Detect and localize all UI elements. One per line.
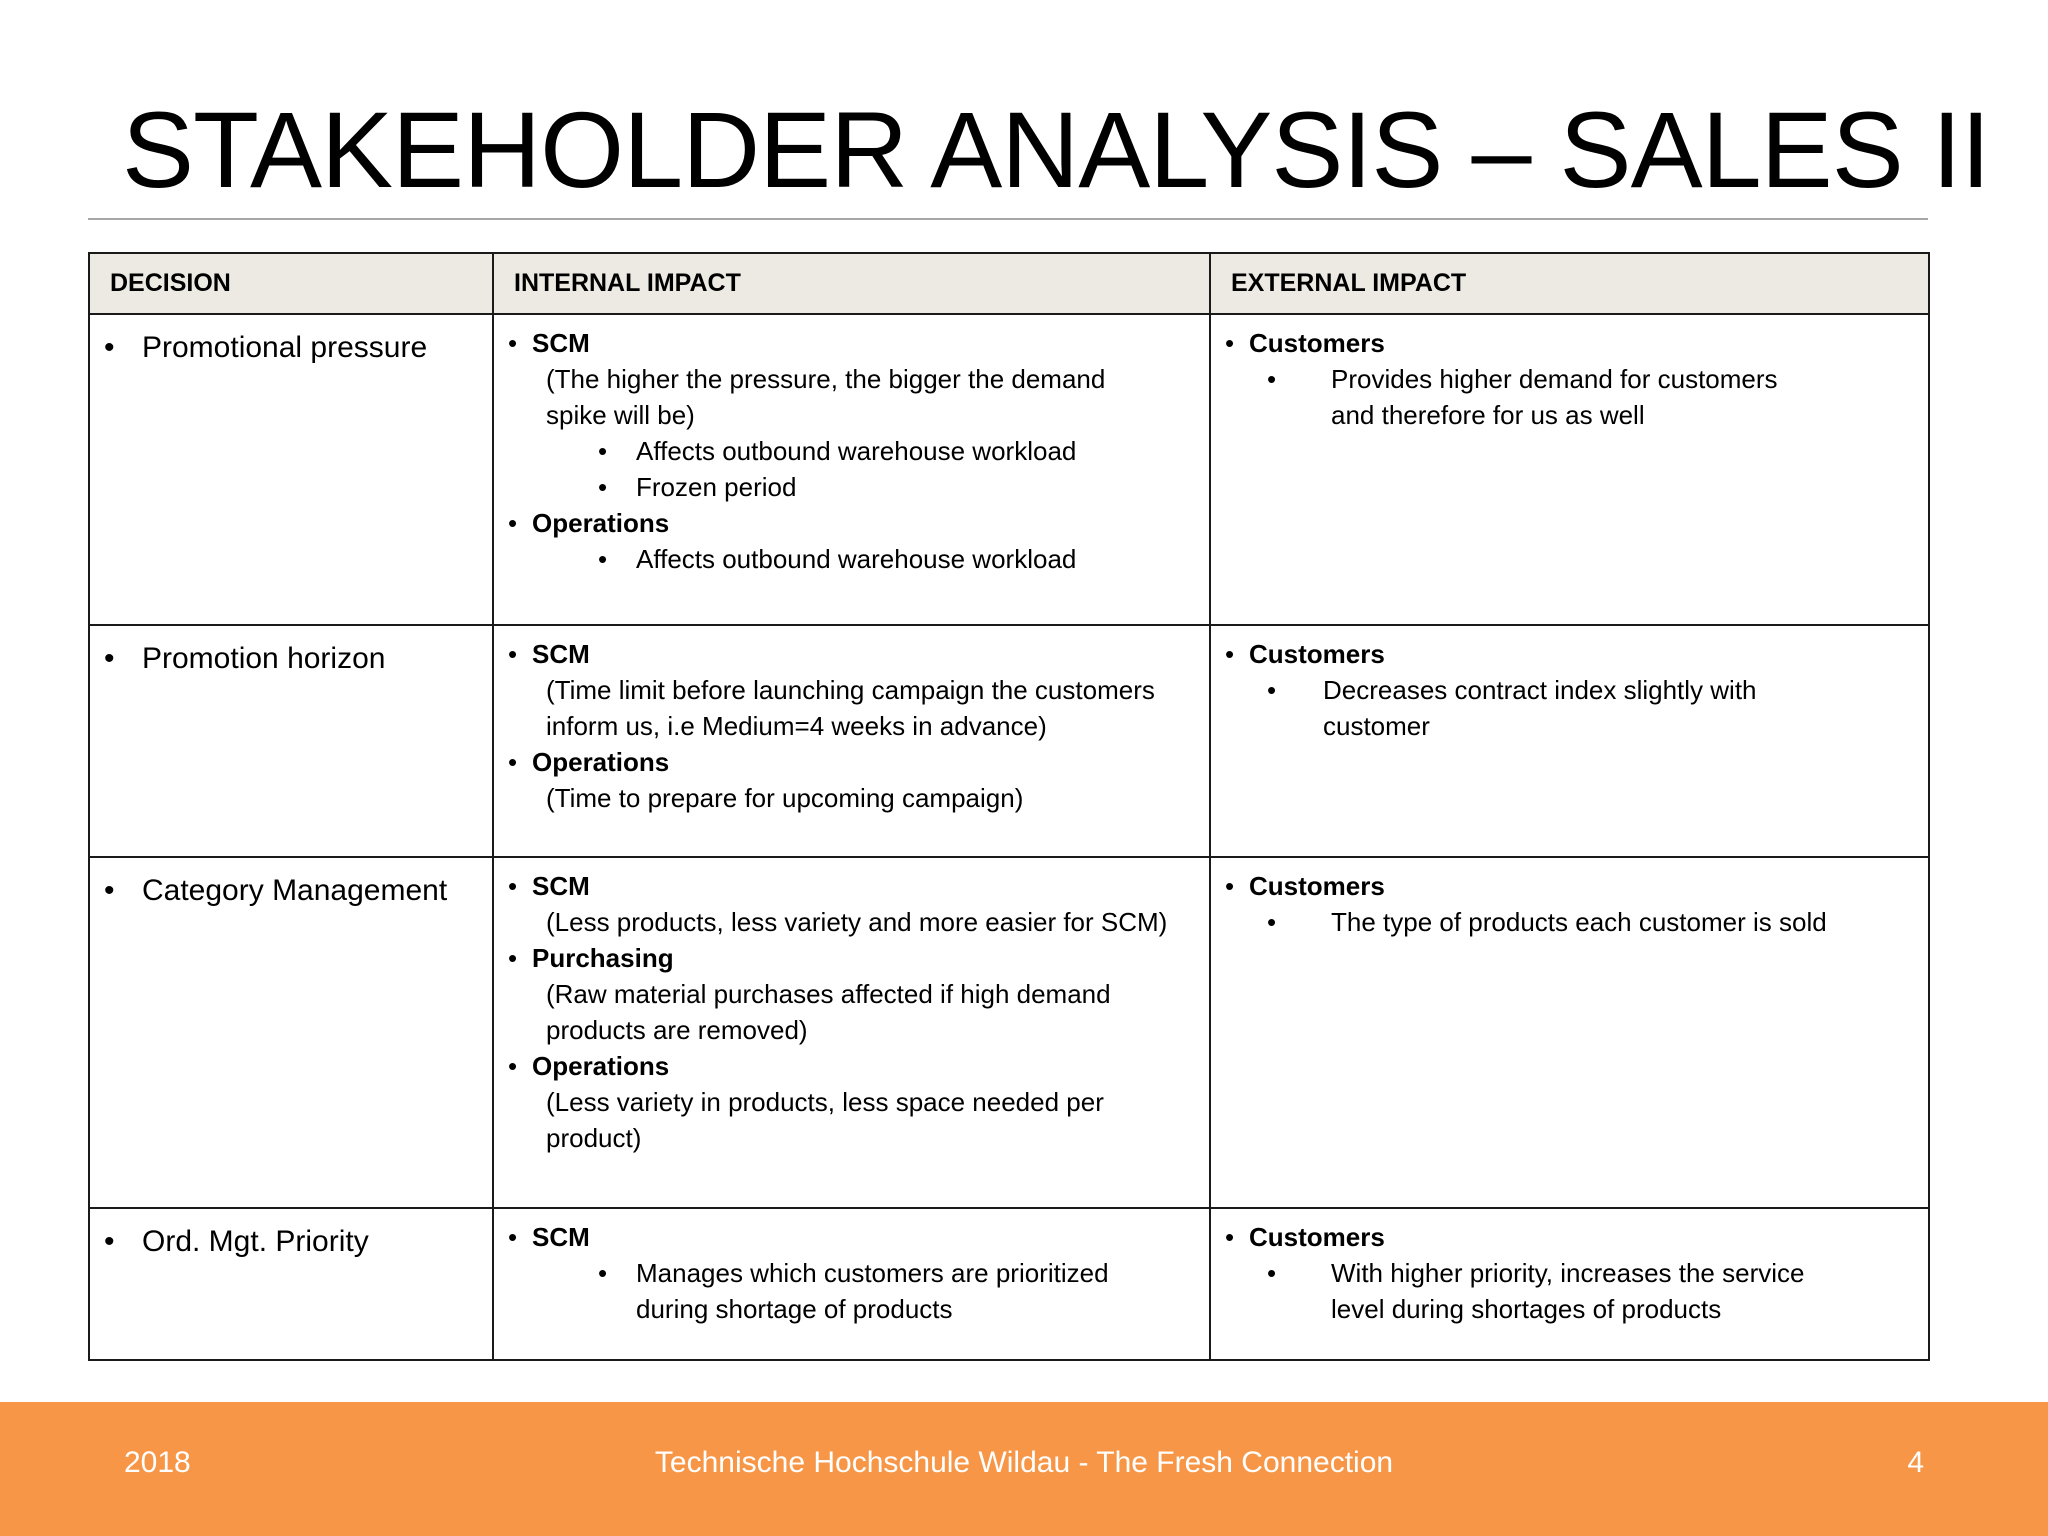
impact-note: (Raw material purchases affected if high demand: [546, 979, 1111, 1009]
bullet-icon: •: [104, 874, 115, 907]
internal-impact-cell: [493, 1208, 1210, 1360]
sub-item: The type of products each customer is sold: [1331, 907, 1827, 937]
sub-item: Provides higher demand for customers and therefore for us as well: [1331, 364, 1778, 430]
internal-impact-cell: [493, 314, 1210, 625]
header-external-impact: EXTERNAL IMPACT: [1210, 253, 1929, 314]
table-row: [89, 314, 1929, 625]
external-impact-cell: [1210, 857, 1929, 1208]
bullet-icon: •: [508, 871, 518, 901]
external-impact-cell: [1210, 314, 1929, 625]
bullet-icon: •: [1225, 1222, 1235, 1252]
decision-text: Promotion horizon: [142, 642, 386, 675]
header-decision: DECISION: [89, 253, 493, 314]
decision-cell: [89, 625, 493, 857]
bullet-icon: •: [1225, 639, 1235, 669]
table-row: [89, 1208, 1929, 1360]
footer-center-text: Technische Hochschule Wildau - The Fresh Connection: [654, 1446, 1394, 1479]
bullet-icon: •: [598, 544, 608, 574]
stakeholder-label: SCM: [532, 328, 590, 358]
impact-note: (Time to prepare for upcoming campaign): [546, 783, 1024, 813]
internal-impact-cell: [493, 625, 1210, 857]
sub-item: Affects outbound warehouse workload: [636, 544, 1077, 574]
impact-note: products are removed): [546, 1015, 808, 1045]
bullet-icon: •: [598, 436, 608, 466]
stakeholder-table: [88, 252, 1930, 1361]
stakeholder-label: Customers: [1249, 1222, 1385, 1252]
external-impact-cell: [1210, 1208, 1929, 1360]
internal-impact-cell: [493, 857, 1210, 1208]
bullet-icon: •: [104, 1225, 115, 1258]
impact-note: product): [546, 1123, 642, 1153]
decision-cell: [89, 1208, 493, 1360]
decision-cell: [89, 314, 493, 625]
title-divider: [88, 218, 1928, 220]
bullet-icon: •: [508, 747, 518, 777]
stakeholder-label: Operations: [532, 1051, 670, 1081]
impact-note: spike will be): [546, 400, 695, 430]
bullet-icon: •: [508, 1222, 518, 1252]
sub-item: Frozen period: [636, 472, 797, 502]
impact-note: (The higher the pressure, the bigger the demand: [546, 364, 1106, 394]
stakeholder-label: Operations: [532, 747, 670, 777]
impact-note: (Time limit before launching campaign the customers: [546, 675, 1155, 705]
impact-note: (Less variety in products, less space needed per: [546, 1087, 1104, 1117]
bullet-icon: •: [1267, 364, 1277, 394]
external-impact-cell: [1210, 625, 1929, 857]
sub-item: Decreases contract index slightly with customer: [1323, 675, 1757, 741]
stakeholder-label: SCM: [532, 871, 590, 901]
bullet-icon: •: [598, 472, 608, 502]
impact-note: (Less products, less variety and more easier for SCM): [546, 907, 1168, 937]
footer-year: 2018: [124, 1446, 191, 1479]
footer-bar: [0, 1402, 2048, 1536]
bullet-icon: •: [1267, 675, 1277, 705]
header-internal-impact: INTERNAL IMPACT: [493, 253, 1210, 314]
bullet-icon: •: [508, 943, 518, 973]
bullet-icon: •: [508, 508, 518, 538]
bullet-icon: •: [508, 328, 518, 358]
sub-item: Manages which customers are prioritized during shortage of products: [636, 1258, 1109, 1324]
stakeholder-label: Purchasing: [532, 943, 674, 973]
bullet-icon: •: [1267, 907, 1277, 937]
stakeholder-label: SCM: [532, 639, 590, 669]
slide-number: 4: [1907, 1446, 1924, 1479]
stakeholder-label: SCM: [532, 1222, 590, 1252]
bullet-icon: •: [508, 639, 518, 669]
bullet-icon: •: [1267, 1258, 1277, 1288]
decision-cell: [89, 857, 493, 1208]
stakeholder-label: Customers: [1249, 639, 1385, 669]
sub-item: Affects outbound warehouse workload: [636, 436, 1077, 466]
slide-title: STAKEHOLDER ANALYSIS – SALES II: [122, 89, 1990, 210]
stakeholder-label: Customers: [1249, 871, 1385, 901]
table-row: [89, 857, 1929, 1208]
bullet-icon: •: [104, 642, 115, 675]
bullet-icon: •: [508, 1051, 518, 1081]
impact-note: inform us, i.e Medium=4 weeks in advance): [546, 711, 1047, 741]
decision-text: Promotional pressure: [142, 331, 428, 364]
bullet-icon: •: [1225, 871, 1235, 901]
bullet-icon: •: [104, 331, 115, 364]
table-row: [89, 625, 1929, 857]
sub-item: With higher priority, increases the service level during shortages of products: [1331, 1258, 1805, 1324]
table-header-row: [89, 253, 1929, 314]
bullet-icon: •: [598, 1258, 608, 1288]
stakeholder-label: Customers: [1249, 328, 1385, 358]
stakeholder-label: Operations: [532, 508, 670, 538]
bullet-icon: •: [1225, 328, 1235, 358]
decision-text: Category Management: [142, 874, 448, 907]
decision-text: Ord. Mgt. Priority: [142, 1225, 369, 1258]
